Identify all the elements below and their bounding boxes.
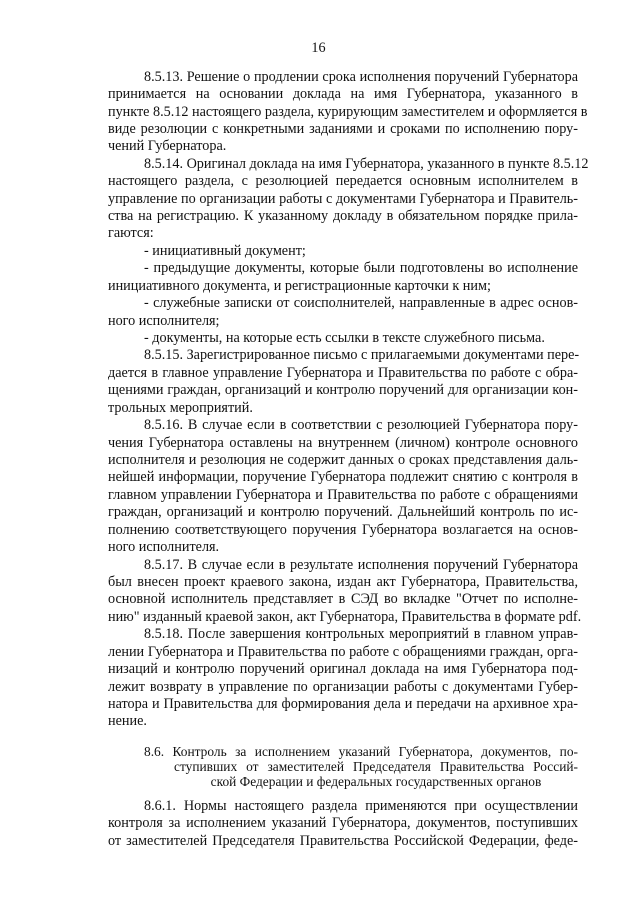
paragraph-8-6-1-line: контроля за исполнением указаний Губернатора, документов, поступивших	[108, 815, 578, 831]
paragraph-8-5-14-line: настоящего раздела, с резолюцией передается основным исполнителем в	[108, 173, 578, 189]
paragraph-8-5-18-line: нение.	[108, 713, 147, 729]
paragraph-8-5-16-line: чения Губернатора оставлены на внутреннем (личном) контроле основного	[108, 435, 578, 451]
paragraph-8-5-14-line: 8.5.14. Оригинал доклада на имя Губернатора, указанного в пункте 8.5.12	[144, 156, 589, 172]
paragraph-8-5-16-line: граждан, организаций и контролю поручений. Дальнейший контроль по ис-	[108, 504, 578, 520]
paragraph-8-5-16-line: исполнителя и резолюция не содержит данных о сроках представления даль-	[108, 452, 578, 468]
list-item-line: - предыдущие документы, которые были подготовлены во исполнение	[144, 260, 578, 276]
paragraph-8-5-17-line: 8.5.17. В случае если в результате исполнения поручений Губернатора	[144, 557, 578, 573]
paragraph-8-5-16-line: 8.5.16. В случае если в соответствии с резолюцией Губернатора пору-	[144, 417, 578, 433]
paragraph-8-5-17-line: основной исполнитель представляет в СЭД во вкладке "Отчет по исполне-	[108, 591, 578, 607]
section-heading-line: ской Федерации и федеральных государственных органов	[210, 774, 542, 789]
paragraph-8-5-13-line: принимается на основании доклада на имя Губернатора, указанного в	[108, 86, 578, 102]
paragraph-8-5-17-line: нию" изданный краевой закон, акт Губернатора, Правительства в формате pdf.	[108, 609, 582, 625]
paragraph-8-5-18-line: натора и Правительства для формирования дела и передачи на архивное хра-	[108, 696, 578, 712]
paragraph-8-5-17-line: был внесен проект краевого закона, издан акт Губернатора, Правительства,	[108, 574, 578, 590]
paragraph-8-5-16-line: главном управлении Губернатора и Правительства по работе с обращениями	[108, 487, 578, 503]
paragraph-8-5-16-line: полнению соответствующего поручения Губернатора возлагается на основ-	[108, 522, 578, 538]
paragraph-8-5-14-line: управление по организации работы с документами Губернатора и Правитель-	[108, 191, 578, 207]
list-item-line: - служебные записки от соисполнителей, направленные в адрес основ-	[144, 295, 578, 311]
page-number: 16	[311, 40, 326, 56]
paragraph-8-5-13-line: 8.5.13. Решение о продлении срока исполнения поручений Губернатора	[144, 69, 578, 85]
paragraph-8-5-13-line: чений Губернатора.	[108, 138, 227, 154]
paragraph-8-5-14-line: гаются:	[108, 225, 154, 241]
paragraph-8-5-13-line: виде резолюции с конкретными заданиями и сроками по исполнению пору-	[108, 121, 578, 137]
paragraph-8-5-15-line: щениями граждан, организаций и контролю поручений для организации кон-	[108, 382, 578, 398]
list-item-line: - документы, на которые есть ссылки в тексте служебного письма.	[144, 330, 545, 346]
paragraph-8-5-15-line: дается в главное управление Губернатора и Правительства по работе с обра-	[108, 365, 578, 381]
paragraph-8-5-15-line: 8.5.15. Зарегистрированное письмо с прилагаемыми документами пере-	[144, 347, 580, 363]
section-heading-line: 8.6. Контроль за исполнением указаний Губернатора, документов, по-	[144, 744, 578, 759]
paragraph-8-5-14-line: ства на регистрацию. К указанному докладу в обязательном порядке прила-	[108, 208, 578, 224]
paragraph-8-5-16-line: ного исполнителя.	[108, 539, 220, 555]
paragraph-8-6-1-line: 8.6.1. Нормы настоящего раздела применяются при осуществлении	[144, 798, 578, 814]
list-item-line: - инициативный документ;	[144, 243, 306, 259]
paragraph-8-5-18-line: 8.5.18. После завершения контрольных мероприятий в главном управ-	[144, 626, 578, 642]
paragraph-8-5-18-line: низаций и контролю поручений оригинал доклада на имя Губернатора под-	[108, 661, 578, 677]
list-item-line: ного исполнителя;	[108, 313, 220, 329]
paragraph-8-5-18-line: лении Губернатора и Правительства по работе с обращениями граждан, орга-	[108, 644, 578, 660]
paragraph-8-6-1-line: от заместителей Председателя Правительства Российской Федерации, феде-	[108, 833, 578, 849]
section-heading-line: ступивших от заместителей Председателя Правительства Россий-	[174, 759, 578, 774]
paragraph-8-5-16-line: нейшей информации, поручение Губернатора подлежит снятию с контроля в	[108, 469, 578, 485]
paragraph-8-5-15-line: трольных мероприятий.	[108, 400, 253, 416]
paragraph-8-5-18-line: лежит возврату в управление по организации работы с документами Губер-	[108, 679, 578, 695]
paragraph-8-5-13-line: пункте 8.5.12 настоящего раздела, курирующим заместителем и оформляется в	[108, 104, 588, 120]
list-item-line: инициативного документа, и регистрационные карточки к ним;	[108, 278, 491, 294]
